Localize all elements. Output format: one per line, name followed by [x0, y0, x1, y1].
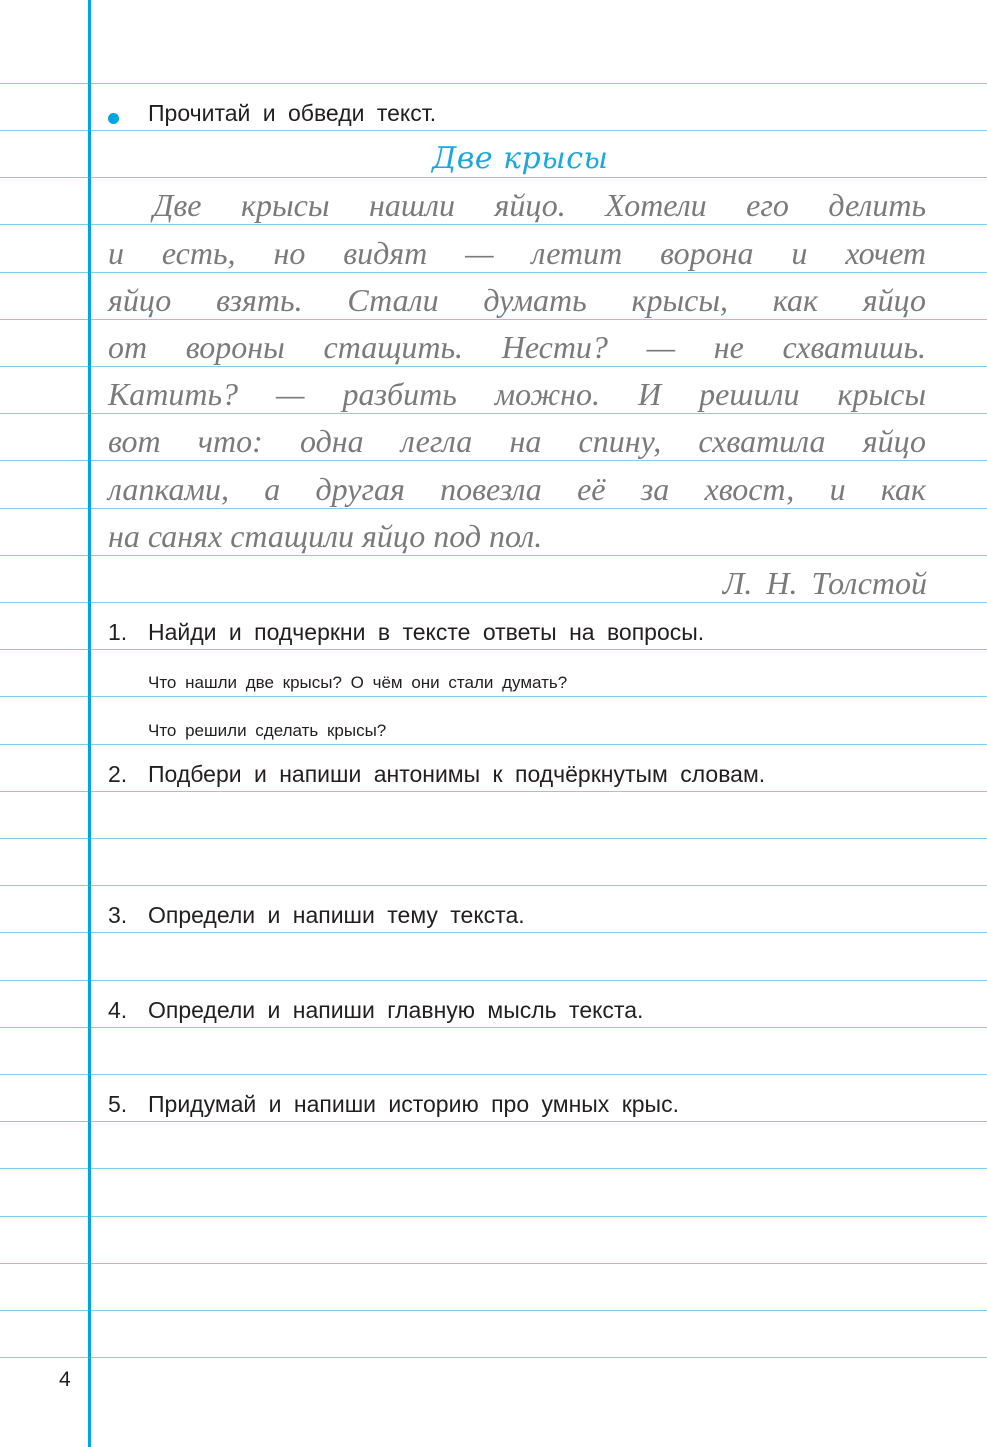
story-line-text: и есть, но видят — летит ворона и хочет: [108, 235, 926, 271]
story-line-text: яйцо взять. Стали думать крысы, как яйцо: [108, 282, 926, 318]
ruled-line: [0, 1357, 987, 1358]
ruled-line: [0, 649, 987, 650]
story-title: Две крысы: [432, 141, 609, 176]
task-text: Придумай и напиши историю про умных крыс.: [148, 1091, 679, 1117]
ruled-line: [0, 272, 987, 273]
story-author-row: [0, 562, 987, 602]
task-1-subquestion: [0, 656, 987, 696]
page-number: 4: [59, 1368, 71, 1391]
instruction-row: [0, 90, 987, 130]
task-text: Подбери и напиши антонимы к подчёркнутым словам.: [148, 761, 766, 787]
bullet-icon: [108, 113, 119, 124]
task-1-subquestion: [0, 704, 987, 744]
ruled-line: [0, 885, 987, 886]
story-line-text: на санях стащили яйцо под пол.: [108, 518, 543, 554]
ruled-line: [0, 838, 987, 839]
ruled-line: [0, 1263, 987, 1264]
story-line: [0, 326, 987, 366]
ruled-line: [0, 177, 987, 178]
ruled-line: [0, 696, 987, 697]
ruled-line: [0, 366, 987, 367]
ruled-line: [0, 130, 987, 131]
ruled-line: [0, 1216, 987, 1217]
ruled-line: [0, 1121, 987, 1122]
ruled-line: [0, 602, 987, 603]
ruled-line: [0, 1310, 987, 1311]
subquestion-text: Что нашли две крысы? О чём они стали думать?: [148, 673, 568, 692]
ruled-line: [0, 555, 987, 556]
task-3: [0, 892, 987, 932]
task-5: [0, 1081, 987, 1121]
ruled-line: [0, 508, 987, 509]
instruction-text: Прочитай и обведи текст.: [148, 100, 437, 126]
ruled-line: [0, 791, 987, 792]
ruled-line: [0, 1074, 987, 1075]
task-text: Определи и напиши главную мысль текста.: [148, 997, 644, 1023]
task-number: 1.: [108, 619, 128, 645]
ruled-line: [0, 460, 987, 461]
ruled-line: [0, 932, 987, 933]
story-line: [0, 515, 987, 555]
story-line: [0, 468, 987, 508]
story-line-text: Катить? — разбить можно. И решили крысы: [108, 376, 926, 412]
ruled-line: [0, 319, 987, 320]
story-line: [0, 420, 987, 460]
story-line-text: вот что: одна легла на спину, схватила яйцо: [108, 423, 926, 459]
ruled-line: [0, 413, 987, 414]
story-line: [0, 232, 987, 272]
ruled-line: [0, 83, 987, 84]
task-text: Найди и подчеркни в тексте ответы на вопросы.: [148, 619, 705, 645]
story-line-text: Две крысы нашли яйцо. Хотели его делить: [153, 187, 926, 223]
story-line: [0, 279, 987, 319]
task-text: Определи и напиши тему текста.: [148, 902, 525, 928]
ruled-line: [0, 1027, 987, 1028]
task-2: [0, 751, 987, 791]
ruled-line: [0, 224, 987, 225]
ruled-line: [0, 1168, 987, 1169]
task-number: 2.: [108, 761, 128, 787]
task-4: [0, 987, 987, 1027]
task-number: 4.: [108, 997, 128, 1023]
subquestion-text: Что решили сделать крысы?: [148, 721, 387, 740]
story-line: [0, 373, 987, 413]
ruled-line: [0, 980, 987, 981]
task-1: [0, 609, 987, 649]
story-line-text: лапками, а другая повезла её за хвост, и как: [108, 471, 926, 507]
task-number: 5.: [108, 1091, 128, 1117]
story-line: [0, 184, 987, 224]
ruled-line: [0, 744, 987, 745]
story-line-text: от вороны стащить. Нести? — не схватишь.: [108, 329, 926, 365]
story-title-row: [0, 137, 987, 177]
story-author: Л. Н. Толстой: [722, 565, 927, 601]
task-number: 3.: [108, 902, 128, 928]
